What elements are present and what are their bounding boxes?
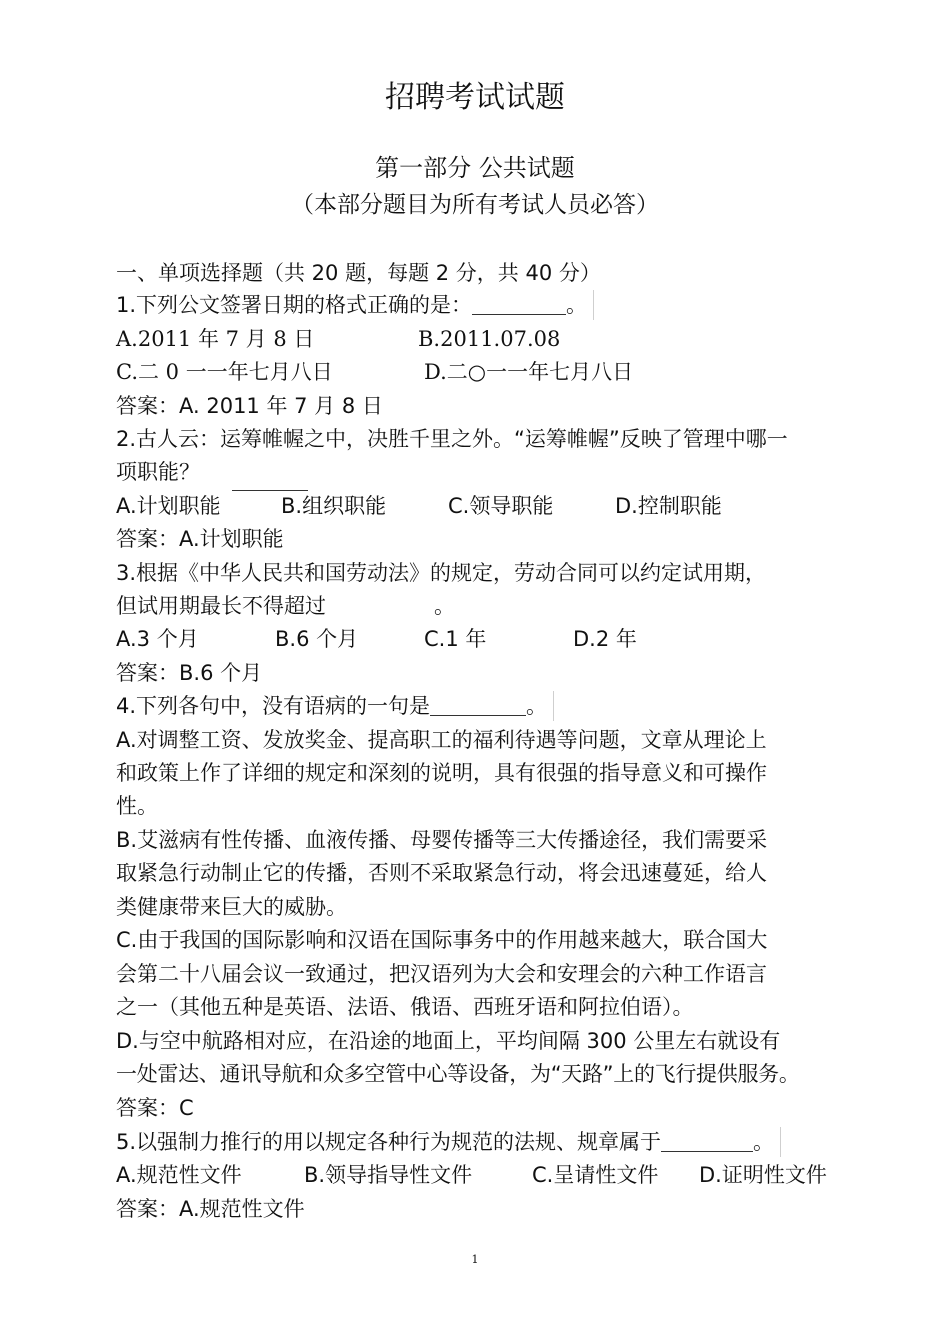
answer-blank <box>661 1127 781 1157</box>
question-5-option-a: A.规范性文件 <box>116 1163 242 1187</box>
question-5-stem <box>116 1127 781 1157</box>
question-2-stem-line-2: 项职能？ <box>116 460 200 484</box>
question-1-end: 。 <box>566 293 588 317</box>
part-note: （本部分题目为所有考试人员必答） <box>291 192 659 218</box>
question-3-answer: 答案：B.6 个月 <box>116 661 263 685</box>
question-4-option-c-line-1: C.由于我国的国际影响和汉语在国际事务中的作用越来越大，联合国大 <box>116 928 768 952</box>
question-4-text: 4.下列各句中，没有语病的一句是 <box>116 694 431 718</box>
question-4-end: 。 <box>526 694 548 718</box>
question-3-stem-line-2 <box>116 591 455 621</box>
question-2-option-b: B.组织职能 <box>281 494 387 518</box>
question-4-option-d-line-1: D.与空中航路相对应，在沿途的地面上，平均间隔 300 公里左右就设有 <box>116 1029 781 1053</box>
question-4-option-d-line-2: 一处雷达、通讯导航和众多空管中心等设备，为“天路”上的飞行提供服务。 <box>116 1062 800 1086</box>
question-3-option-b: B.6 个月 <box>275 627 359 651</box>
question-3-option-c: C.1 年 <box>424 627 487 651</box>
question-3-option-d: D.2 年 <box>573 627 637 651</box>
question-4-option-b-line-2: 取紧急行动制止它的传播，否则不采取紧急行动，将会迅速蔓延，给人 <box>116 861 767 885</box>
answer-blank <box>430 691 554 721</box>
question-4-option-a-line-1: A.对调整工资、发放奖金、提高职工的福利待遇等问题，文章从理论上 <box>116 728 767 752</box>
question-5-text: 5.以强制力推行的用以规定各种行为规范的法规、规章属于 <box>116 1130 662 1154</box>
question-2-stem-line-1: 2.古人云：运筹帷幄之中，决胜千里之外。“运筹帷幄”反映了管理中哪一 <box>116 427 788 451</box>
question-1-stem <box>116 290 594 320</box>
question-1-text: 1.下列公文签署日期的格式正确的是： <box>116 293 473 317</box>
section-heading: 一、单项选择题（共 20 题，每题 2 分，共 40 分） <box>116 261 601 285</box>
document-title: 招聘考试试题 <box>385 80 565 115</box>
question-1-answer: 答案：A. 2011 年 7 月 8 日 <box>116 394 383 418</box>
question-4-option-a-line-3: 性。 <box>116 794 158 818</box>
answer-blank <box>472 290 594 320</box>
question-4-answer: 答案：C <box>116 1096 194 1120</box>
question-4-option-a-line-2: 和政策上作了详细的规定和深刻的说明，具有很强的指导意义和可操作 <box>116 761 767 785</box>
question-2-option-c: C.领导职能 <box>448 494 554 518</box>
question-4-option-b-line-1: B.艾滋病有性传播、血液传播、母婴传播等三大传播途径，我们需要采 <box>116 828 768 852</box>
question-3-text: 但试用期最长不得超过 <box>116 594 326 618</box>
question-2-answer: 答案：A.计划职能 <box>116 527 284 551</box>
page-number: 1 <box>471 1253 479 1266</box>
question-1-option-d: D.二○一一年七月八日 <box>424 360 634 384</box>
question-5-answer: 答案：A.规范性文件 <box>116 1197 305 1221</box>
question-5-end: 。 <box>753 1130 775 1154</box>
question-5-option-d: D.证明性文件 <box>699 1163 827 1187</box>
question-3-stem-line-1: 3.根据《中华人民共和国劳动法》的规定，劳动合同可以约定试用期， <box>116 561 767 585</box>
question-5-option-c: C.呈请性文件 <box>532 1163 659 1187</box>
question-4-option-c-line-3: 之一（其他五种是英语、法语、俄语、西班牙语和阿拉伯语）。 <box>116 995 694 1019</box>
question-1-option-b: B.2011.07.08 <box>418 327 561 351</box>
question-4-stem <box>116 691 554 721</box>
question-1-option-a: A.2011 年 7 月 8 日 <box>116 327 315 351</box>
question-2-option-a: A.计划职能 <box>116 494 221 518</box>
question-4-option-b-line-3: 类健康带来巨大的威胁。 <box>116 895 347 919</box>
part-heading: 第一部分 公共试题 <box>375 154 575 182</box>
question-4-option-c-line-2: 会第二十八届会议一致通过，把汉语列为大会和安理会的六种工作语言 <box>116 962 767 986</box>
question-1-option-c: C.二 0 一一年七月八日 <box>116 360 333 384</box>
question-5-option-b: B.领导指导性文件 <box>304 1163 473 1187</box>
question-3-option-a: A.3 个月 <box>116 627 199 651</box>
question-3-end: 。 <box>434 594 455 618</box>
question-2-option-d: D.控制职能 <box>615 494 722 518</box>
